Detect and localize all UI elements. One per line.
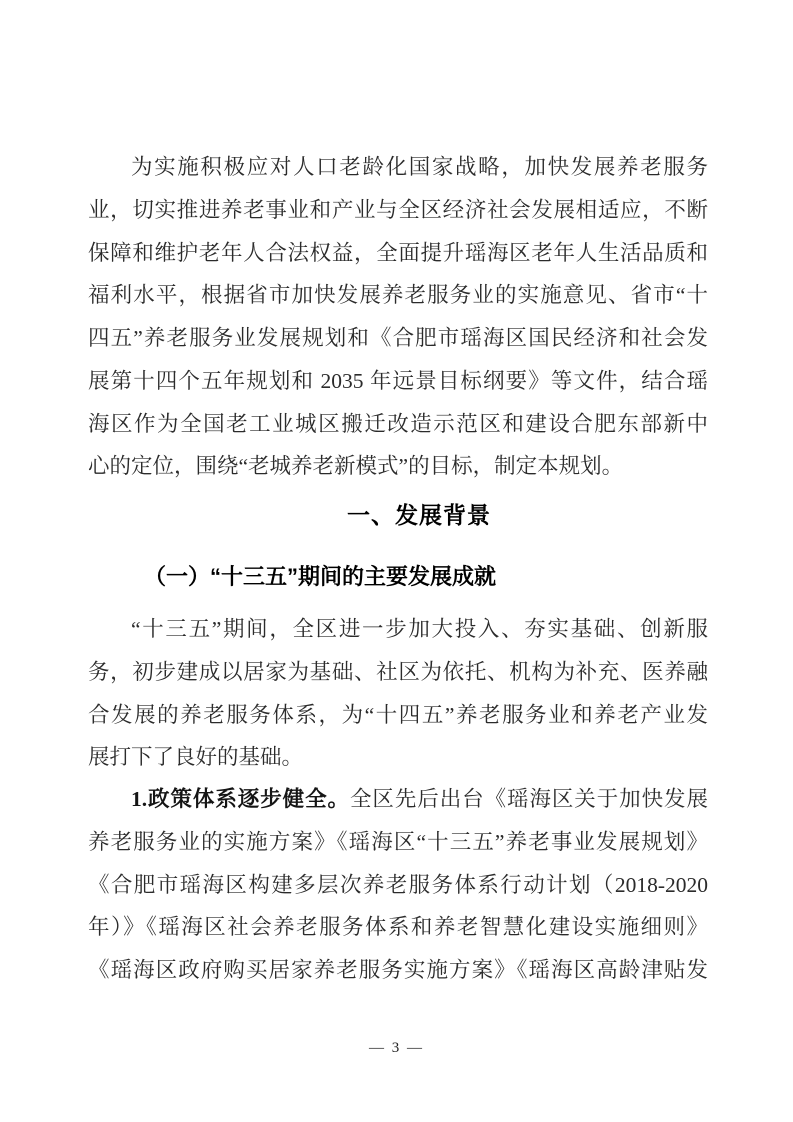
intro-paragraph xyxy=(88,146,708,488)
para-line: 展打下了良好的基础。 xyxy=(88,745,304,770)
para-line: “十三五”期间，全区进一步加大投入、夯实基础、创新服 xyxy=(131,617,708,641)
intro-line: 业，切实推进养老事业和产业与全区经济社会发展相适应，不断 xyxy=(88,197,708,222)
policy-lead-text: 1.政策体系逐步健全。 xyxy=(131,787,350,811)
para-line: 合发展的养老服务体系，为“十四五”养老服务业和养老产业发 xyxy=(88,702,708,727)
subsection-heading: （一）“十三五”期间的主要发展成就 xyxy=(144,564,497,589)
intro-line: 展第十四个五年规划和 2035 年远景目标纲要》等文件，结合瑶 xyxy=(88,368,708,393)
intro-line: 为实施积极应对人口老龄化国家战略，加快发展养老服务 xyxy=(131,155,708,179)
intro-line: 福利水平，根据省市加快发展养老服务业的实施意见、省市“十 xyxy=(88,283,708,308)
intro-line: 心的定位，围绕“老城养老新模式”的目标，制定本规划。 xyxy=(88,454,624,479)
intro-line: 海区作为全国老工业城区搬迁改造示范区和建设合肥东部新中 xyxy=(88,411,708,436)
para-line xyxy=(88,778,708,821)
intro-line: 保障和维护老年人合法权益，全面提升瑶海区老年人生活品质和 xyxy=(88,240,708,265)
para-line: 年）》《瑶海区社会养老服务体系和养老智慧化建设实施细则》 xyxy=(88,915,708,940)
thirteenth-fiveyear-paragraph xyxy=(88,608,708,779)
para-line: 《瑶海区政府购买居家养老服务实施方案》《瑶海区高龄津贴发 xyxy=(88,958,708,982)
intro-line: 四五”养老服务业发展规划和《合肥市瑶海区国民经济和社会发 xyxy=(88,326,708,350)
para-line: 《合肥市瑶海区构建多层次养老服务体系行动计划（2018-2020 xyxy=(88,872,708,897)
policy-system-paragraph xyxy=(88,778,708,992)
policy-lead-rest: 全区先后出台《瑶海区关于加快发展 xyxy=(349,787,708,811)
page-number: — 3 — xyxy=(369,1040,424,1056)
para-line: 务，初步建成以居家为基础、社区为依托、机构为补充、医养融 xyxy=(88,659,708,684)
para-line: 养老服务业的实施方案》《瑶海区“十三五”养老事业发展规划》 xyxy=(88,829,708,854)
section-heading: 一、发展背景 xyxy=(347,502,491,528)
